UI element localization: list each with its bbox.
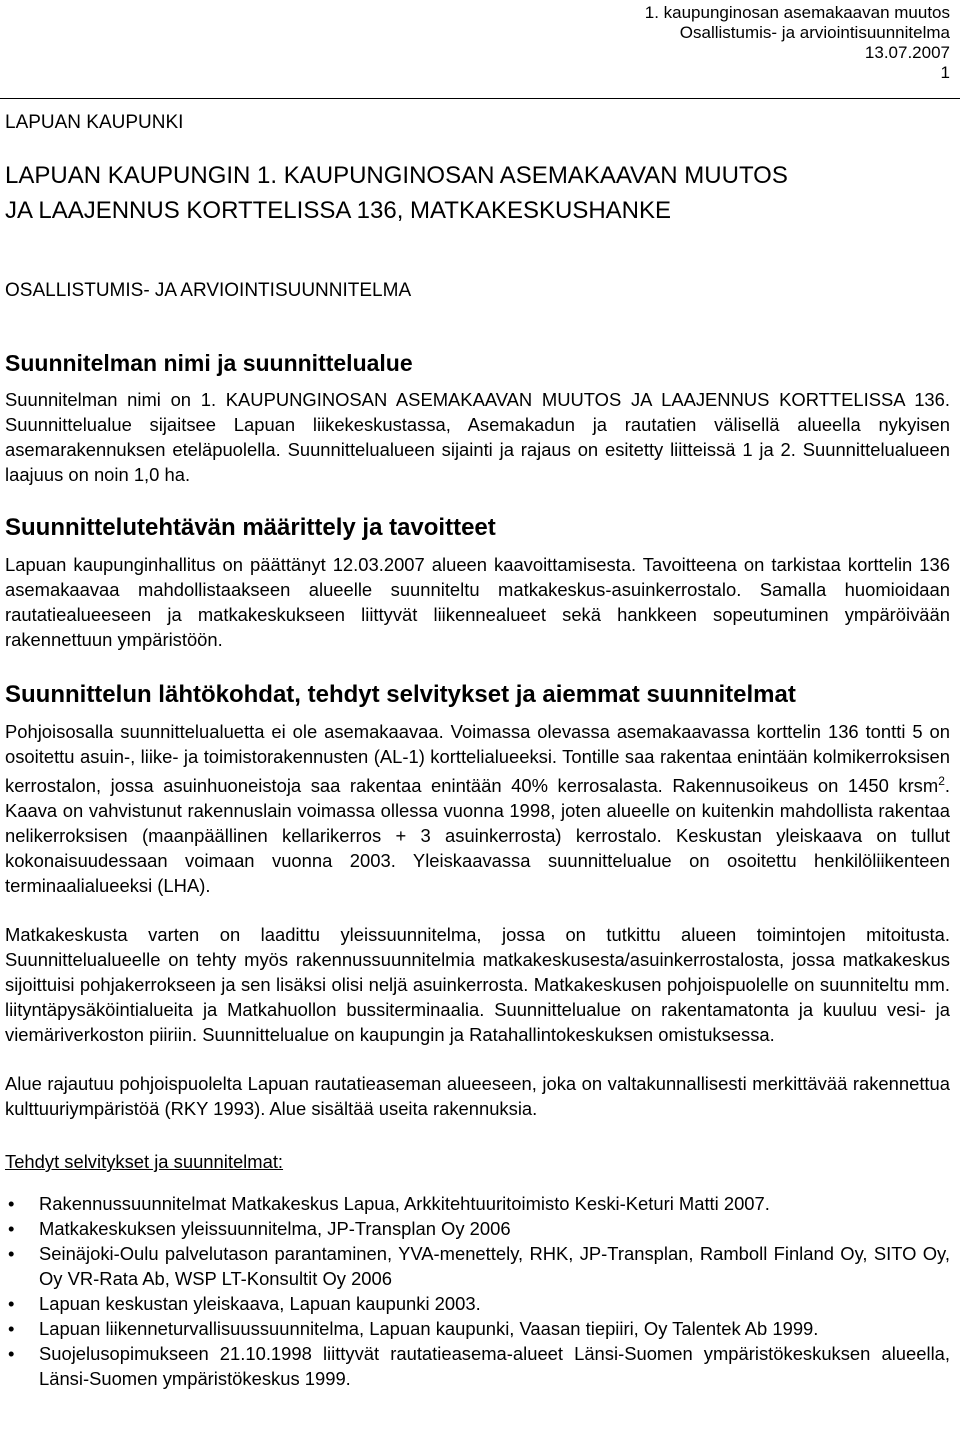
list-item	[8, 1291, 950, 1316]
studies-heading: Tehdyt selvitykset ja suunnitelmat:	[5, 1151, 284, 1173]
list-item-text: Lapuan liikenneturvallisuussuunnitelma, Lapuan kaupunki, Vaasan tiepiiri, Oy Talentek Ab 1999.	[39, 1318, 819, 1340]
background-paragraph-2: Matkakeskusta varten on laadittu yleissuunnitelma, jossa on tutkittu alueen toimintojen mitoitusta. Suunnittelualueelle on tehty myös rakennussuunnitelmia matkakeskusesta/asuinkerrostalosta, jossa matkakeskus sijoittuisi pohjakerrokseen ja sen lisäksi olisi neljä asuinkerrosta. Matkakeskusen pohjoispuolelle on suunniteltu mm. liityntäpysäköintialueita ja Matkahuollon bussiterminaalia. Suunnittelualue on rakentamatonta ja kuuluu vesi- ja viemäriverkoston piiriin. Suunnittelualue on kaupungin ja Ratahallintokeskuksen omistuksessa.	[5, 924, 950, 1046]
bullet-icon: •	[8, 1193, 15, 1215]
bullet-icon: •	[8, 1243, 15, 1265]
objectives-paragraph: Lapuan kaupunginhallitus on päättänyt 12.03.2007 alueen kaavoittamisesta. Tavoitteena on tarkistaa korttelin 136 asemakaavaa mahdollistaakseen alueelle suunniteltu matkakeskus-asuinkerrostalo. Samalla huomioidaan rautatiealueeseen ja matkakeskukseen liittyvät liikennealueet sekä hankkeen sopeutuminen ympäröivään rakennettuun ympäristöön.	[5, 554, 950, 650]
header-date: 13.07.2007	[864, 43, 950, 62]
list-item	[8, 1191, 950, 1216]
background-paragraph-3: Alue rajautuu pohjoispuolelta Lapuan rautatieaseman alueeseen, joka on valtakunnallisesti merkittävää rakennettua kulttuuriympäristöä (RKY 1993). Alue sisältää useita rakennuksia.	[5, 1073, 950, 1120]
list-item-text: Seinäjoki-Oulu palvelutason parantaminen, YVA-menettely, RHK, JP-Transplan, Ramboll Finland Oy, SITO Oy, Oy VR-Rata Ab, WSP LT-Konsultit Oy 2006	[39, 1243, 950, 1290]
list-item-text: Suojelusopimukseen 21.10.1998 liittyvät rautatieasema-alueet Länsi-Suomen ympäristökeskuksen alueella, Länsi-Suomen ympäristökeskus 1999.	[39, 1343, 950, 1390]
bullet-icon: •	[8, 1318, 15, 1340]
section-heading-background: Suunnittelun lähtökohdat, tehdyt selvitykset ja aiemmat suunnitelmat	[5, 681, 796, 708]
bullet-icon: •	[8, 1343, 15, 1365]
document-body	[5, 350, 950, 1391]
studies-list	[5, 1191, 950, 1391]
background-p1-text-b: . Kaava on vahvistunut rakennuslain voimassa ollessa vuonna 1998, joten alueelle on kuitenkin mahdollista rakentaa nelikerroksisen (maanpäällinen kellarikerros + 3 asuinkerrosta) kerrostalo. Keskustan yleiskaava on tullut kokonaisuudessaan voimaan vuonna 2003. Yleiskaavassa suunnittelualue on osoitettu henkilöliikenteen terminaalialueeksi (LHA).	[5, 775, 950, 897]
page-title-line-1: LAPUAN KAUPUNGIN 1. KAUPUNGINOSAN ASEMAKAAVAN MUUTOS	[5, 162, 788, 189]
plan-name-paragraph: Suunnitelman nimi on 1. KAUPUNGINOSAN ASEMAKAAVAN MUUTOS JA LAAJENNUS KORTTELISSA 136. Suunnittelualue sijaitsee Lapuan liikekeskustassa, Asemakadun ja rautatien välisellä alueella nykyisen asemarakennuksen eteläpuolella. Suunnittelualueen sijainti ja rajaus on esitetty liitteissä 1 ja 2. Suunnittelualueen laajuus on noin 1,0 ha.	[5, 389, 950, 485]
list-item-text: Rakennussuunnitelmat Matkakeskus Lapua, Arkkitehtuuritoimisto Keski-Keturi Matti 2007.	[39, 1193, 770, 1215]
background-paragraph-1	[5, 719, 950, 898]
page-number: 1	[940, 63, 950, 82]
header-divider	[0, 98, 960, 99]
background-p1-text-a: Pohjoisosalla suunnittelualuetta ei ole asemakaavaa. Voimassa olevassa asemakaavassa korttelin 136 tontti 5 on osoitettu asuin-, liike- ja toimistorakennusten (AL-1) korttelialueeksi. Tontille saa rakentaa enintään kolmikerroksisen kerrostalon, jossa asuinhuoneistoja saa rakentaa enintään 40% kerrosalasta. Rakennusoikeus on 1450 krsm	[5, 721, 950, 797]
list-item-text: Lapuan keskustan yleiskaava, Lapuan kaupunki 2003.	[39, 1293, 481, 1315]
list-item	[8, 1316, 950, 1341]
superscript: 2	[938, 774, 945, 788]
section-heading-objectives: Suunnittelutehtävän määrittely ja tavoitteet	[5, 514, 496, 541]
document-type: OSALLISTUMIS- JA ARVIOINTISUUNNITELMA	[5, 280, 412, 301]
page-header	[645, 3, 950, 83]
bullet-icon: •	[8, 1218, 15, 1240]
page-title	[5, 158, 955, 228]
header-document-subtitle: Osallistumis- ja arviointisuunnitelma	[679, 23, 950, 42]
list-item	[8, 1341, 950, 1391]
list-item-text: Matkakeskuksen yleissuunnitelma, JP-Transplan Oy 2006	[39, 1218, 511, 1240]
header-document-title: 1. kaupunginosan asemakaavan muutos	[644, 3, 950, 22]
bullet-icon: •	[8, 1293, 15, 1315]
list-item	[8, 1216, 950, 1241]
section-heading-plan-name: Suunnitelman nimi ja suunnittelualue	[5, 350, 413, 376]
page-title-line-2: JA LAAJENNUS KORTTELISSA 136, MATKAKESKUSHANKE	[5, 197, 672, 224]
organization-name: LAPUAN KAUPUNKI	[5, 112, 184, 133]
list-item	[8, 1241, 950, 1291]
